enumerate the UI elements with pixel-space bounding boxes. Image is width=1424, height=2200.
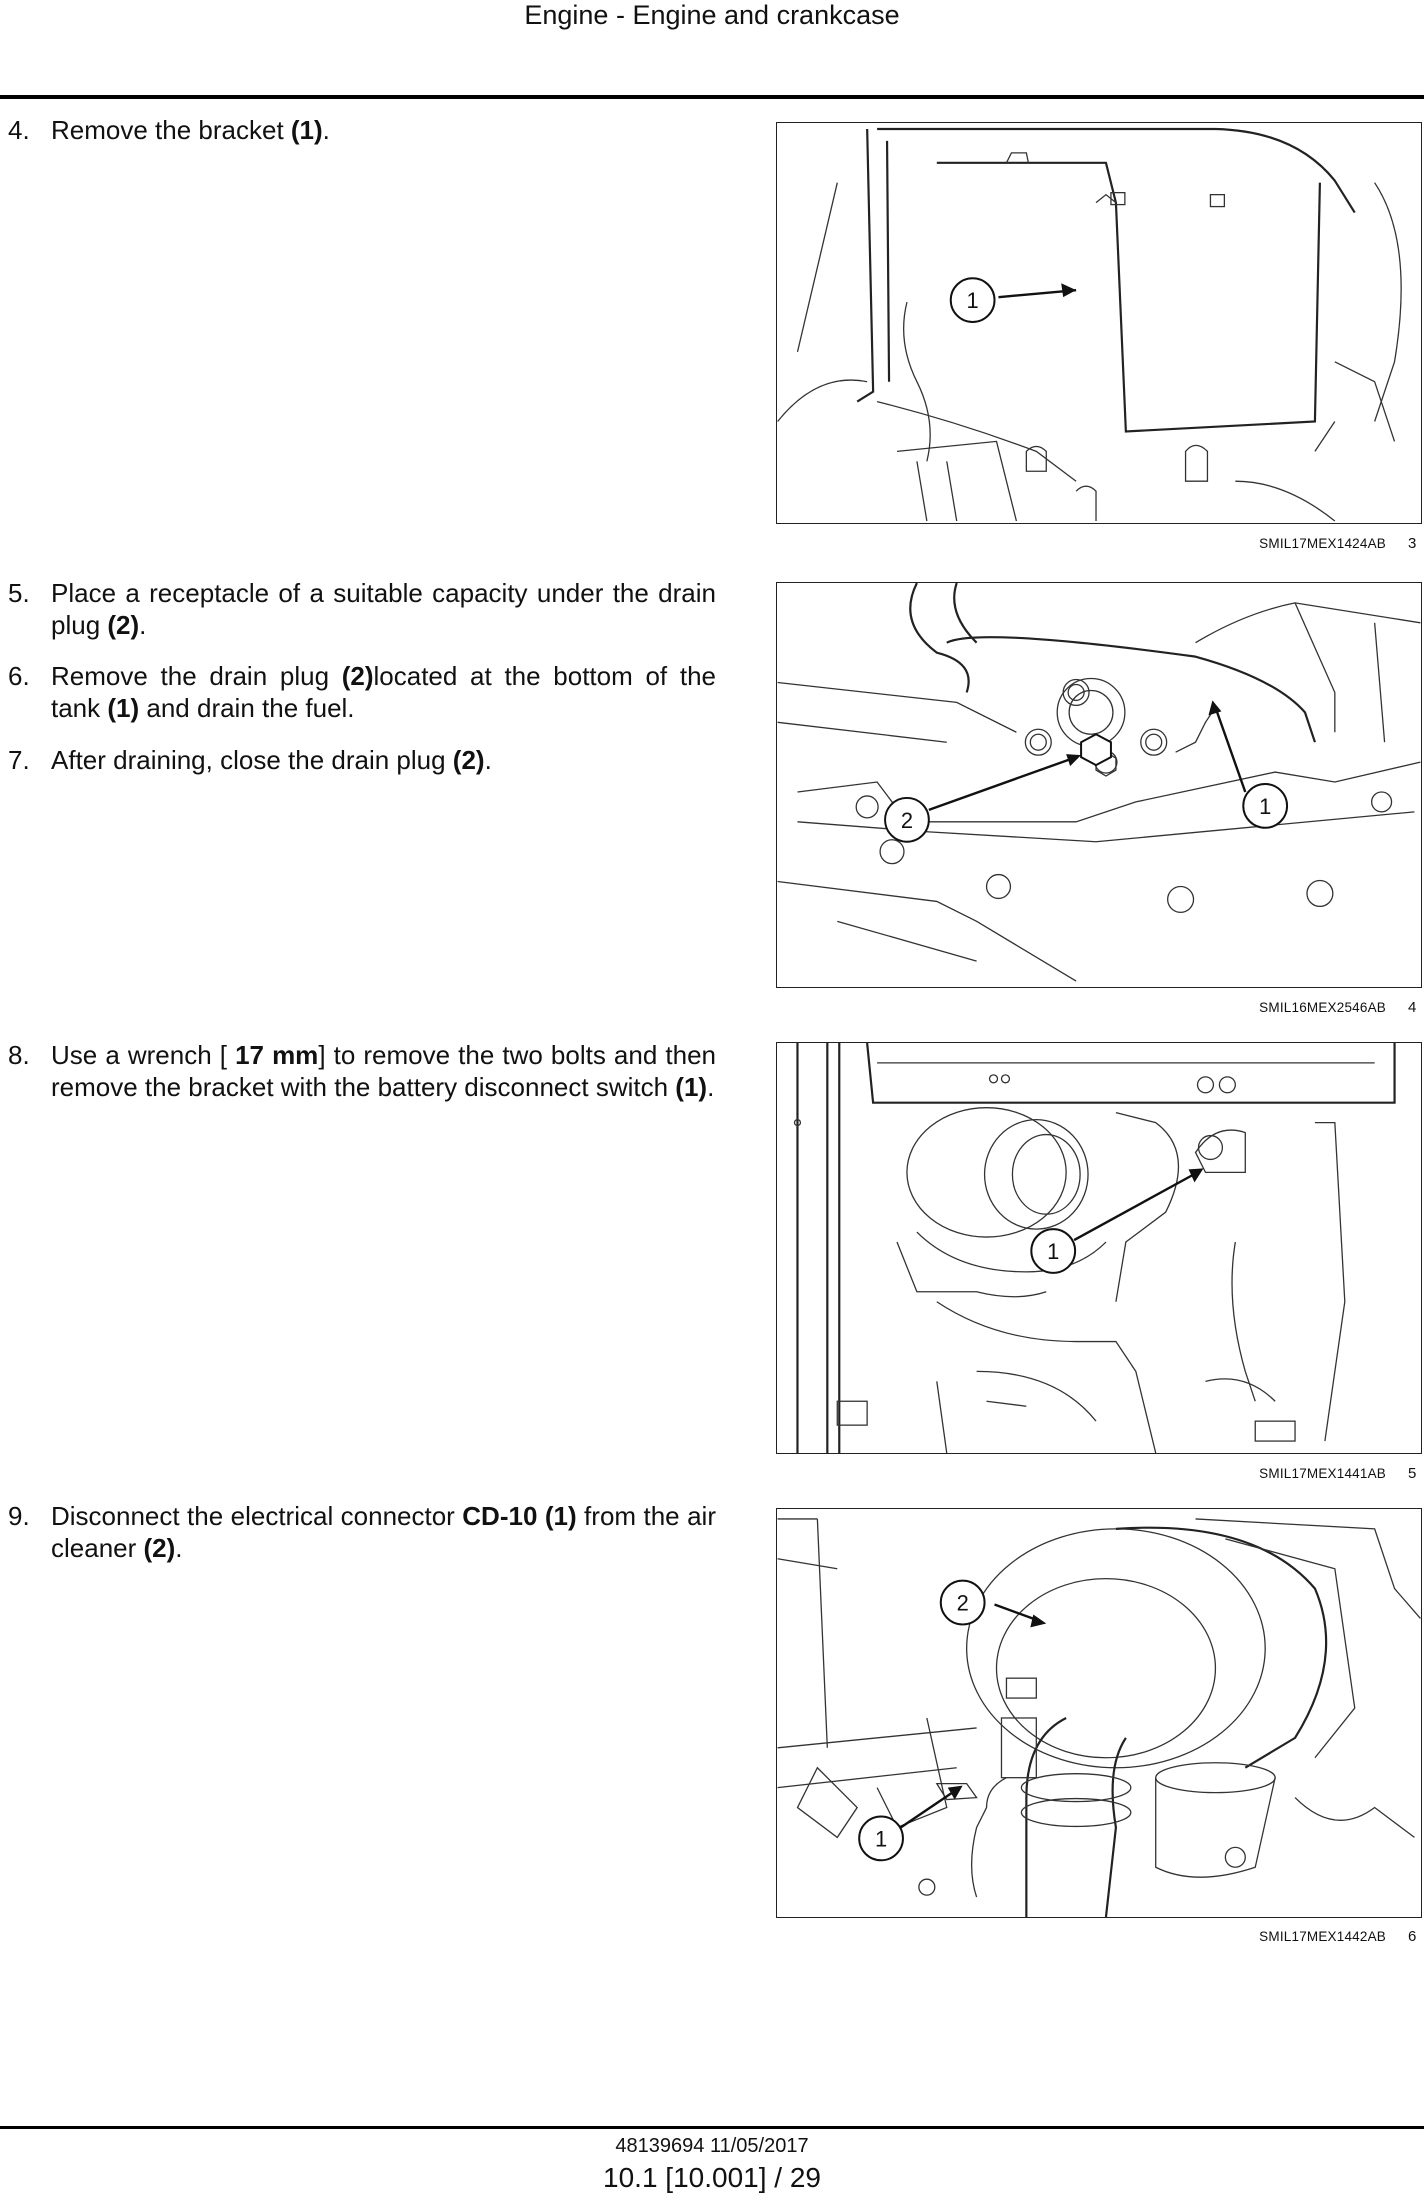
figure-ref-code: SMIL17MEX1442AB bbox=[1259, 1929, 1386, 1944]
figure-air-cleaner-connector bbox=[776, 1508, 1422, 1918]
step-number: 7. bbox=[8, 745, 30, 775]
step-text: Remove the bracket (1). bbox=[51, 115, 330, 145]
figure-number: 6 bbox=[1408, 1928, 1417, 1945]
step-6 bbox=[8, 660, 716, 724]
svg-text:1: 1 bbox=[966, 288, 979, 314]
header-rule bbox=[0, 95, 1424, 99]
callout-1 bbox=[951, 278, 995, 322]
step-text: Use a wrench [ 17 mm] to remove the two bolts and then remove the bracket with the battery disconnect switch (1). bbox=[51, 1040, 716, 1102]
step-text: After draining, close the drain plug (2). bbox=[51, 745, 492, 775]
callout-1 bbox=[1031, 1229, 1075, 1273]
callout-1 bbox=[1243, 784, 1287, 828]
svg-text:1: 1 bbox=[1259, 793, 1272, 819]
step-number: 8. bbox=[8, 1040, 30, 1070]
figure-drain-plug bbox=[776, 582, 1422, 988]
figure-number: 4 bbox=[1408, 999, 1417, 1016]
step-9 bbox=[8, 1500, 716, 1564]
figure-ref-code: SMIL17MEX1441AB bbox=[1259, 1466, 1386, 1481]
figure-battery-disconnect bbox=[776, 1042, 1422, 1454]
step-text: Place a receptacle of a suitable capacity under the drain plug (2). bbox=[51, 578, 716, 640]
callout-2 bbox=[885, 798, 929, 842]
document-code-date: 48139694 11/05/2017 bbox=[615, 2135, 809, 2157]
callout-2 bbox=[941, 1581, 985, 1625]
svg-text:2: 2 bbox=[956, 1590, 969, 1616]
bracket-illustration bbox=[777, 123, 1421, 523]
step-7 bbox=[8, 744, 716, 776]
svg-text:1: 1 bbox=[1047, 1238, 1060, 1264]
step-number: 6. bbox=[8, 661, 30, 691]
figure-number: 5 bbox=[1408, 1465, 1417, 1482]
figure-number: 3 bbox=[1408, 535, 1417, 552]
figure-ref-code: SMIL17MEX1424AB bbox=[1259, 536, 1386, 551]
air-cleaner-illustration bbox=[777, 1509, 1421, 1917]
battery-bracket-illustration bbox=[777, 1043, 1421, 1453]
callout-1 bbox=[859, 1816, 903, 1860]
fuel-tank-illustration bbox=[777, 583, 1421, 987]
step-text: Disconnect the electrical connector CD-10 (1) from the air cleaner (2). bbox=[51, 1501, 716, 1563]
footer-rule bbox=[0, 2126, 1424, 2129]
step-8 bbox=[8, 1039, 716, 1103]
step-text: Remove the drain plug (2)located at the bottom of the tank (1) and drain the fuel. bbox=[51, 661, 716, 723]
step-4 bbox=[8, 114, 716, 146]
svg-text:2: 2 bbox=[900, 807, 914, 833]
svg-text:1: 1 bbox=[874, 1826, 888, 1852]
figure-ref-code: SMIL16MEX2546AB bbox=[1259, 1000, 1386, 1015]
step-number: 4. bbox=[8, 115, 30, 145]
figure-bracket-removal bbox=[776, 122, 1422, 524]
page-number: 10.1 [10.001] / 29 bbox=[603, 2162, 821, 2193]
step-5 bbox=[8, 577, 716, 641]
page-header-title: Engine - Engine and crankcase bbox=[524, 0, 900, 30]
step-number: 5. bbox=[8, 578, 30, 608]
step-number: 9. bbox=[8, 1501, 30, 1531]
